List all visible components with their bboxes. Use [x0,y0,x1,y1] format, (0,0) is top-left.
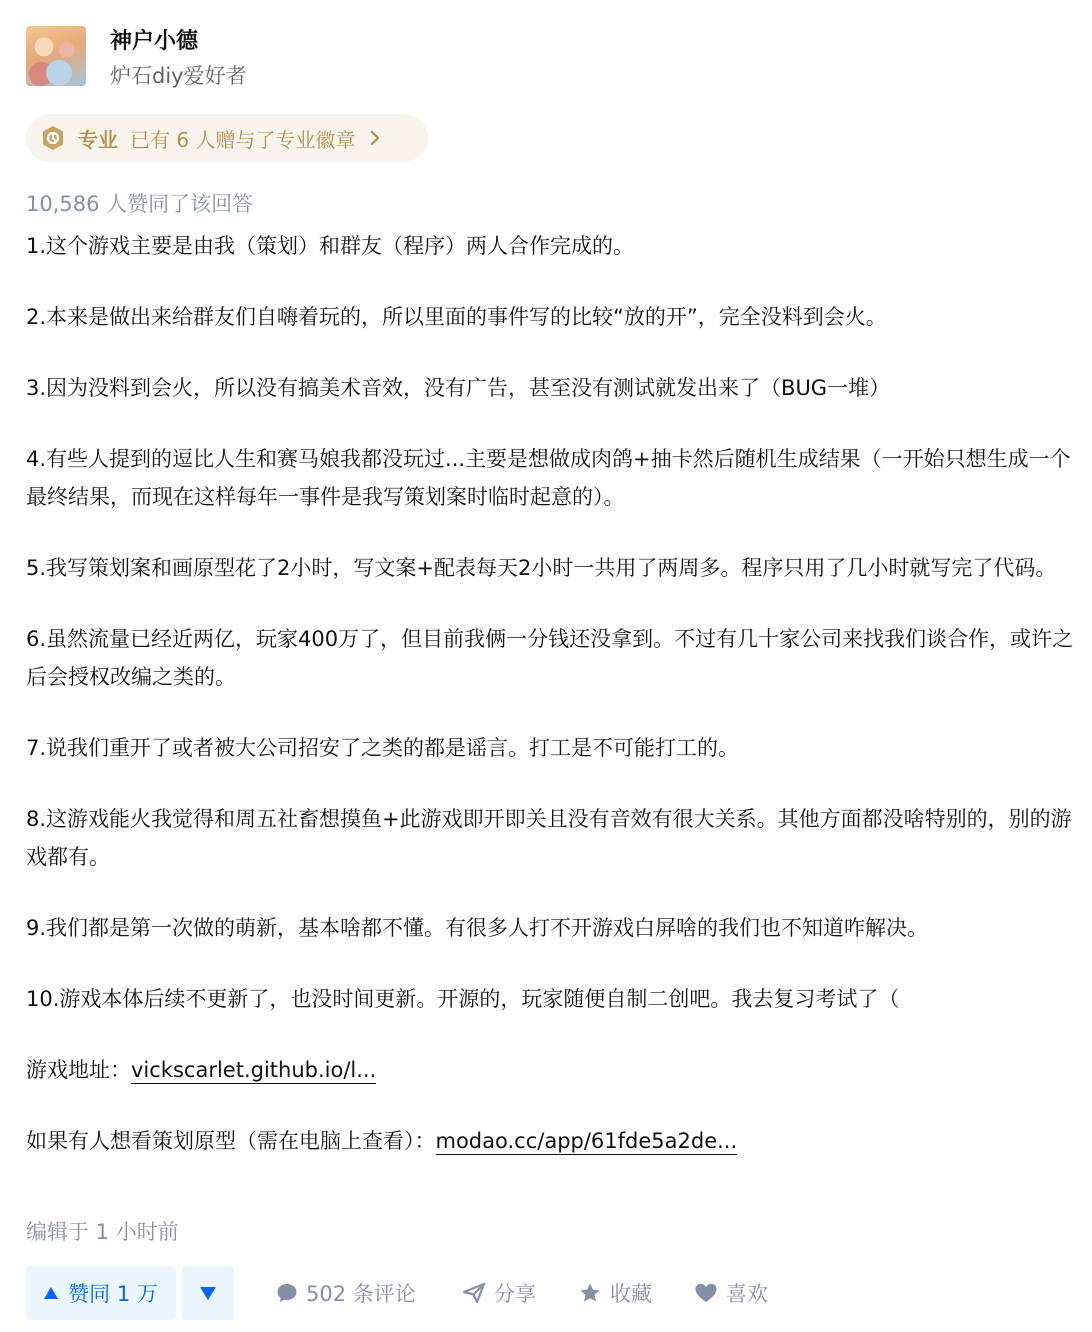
vote-count-summary[interactable]: 10,586 人赞同了该回答 [26,192,254,216]
star-icon [578,1282,602,1304]
paragraph-5: 5.我写策划案和画原型花了2小时，写文案+配表每天2小时一共用了两周多。程序只用了几小时就写完了代码。 [26,556,1057,580]
game-link[interactable]: vickscarlet.github.io/l... [131,1058,377,1082]
prototype-link[interactable]: modao.cc/app/61fde5a2de... [435,1129,738,1153]
author-name[interactable]: 神户小德 [110,29,199,54]
badge-icon [40,125,66,151]
share-button[interactable] [462,1266,536,1320]
paragraph-10: 10.游戏本体后续不更新了，也没时间更新。开源的，玩家随便自制二创吧。我去复习考试了（ [26,987,900,1011]
collect-label: 收藏 [610,1282,652,1306]
downvote-arrow-icon [200,1287,216,1300]
action-bar [26,1266,1076,1320]
share-label: 分享 [494,1282,536,1306]
paragraph-2: 2.本来是做出来给群友们自嗨着玩的，所以里面的事件写的比较“放的开”，完全没料到会火。 [26,305,887,329]
edited-time[interactable]: 编辑于 1 小时前 [26,1220,179,1244]
chevron-right-icon [369,129,381,147]
upvote-label: 赞同 1 万 [68,1282,158,1306]
paragraph-8: 8.这游戏能火我觉得和周五社畜想摸鱼+此游戏即开即关且没有音效有很大关系。其他方面都没啥特别的，别的游戏都有。 [26,807,1072,869]
paragraph-9: 9.我们都是第一次做的萌新，基本啥都不懂。有很多人打不开游戏白屏啥的我们也不知道咋解决。 [26,916,929,940]
comment-button[interactable] [276,1266,416,1320]
comment-label: 502 条评论 [306,1282,416,1306]
game-address [26,1051,1076,1089]
professional-badge[interactable] [26,114,428,162]
share-icon [462,1282,486,1304]
paragraph-7: 7.说我们重开了或者被大公司招安了之类的都是谣言。打工是不可能打工的。 [26,736,740,760]
author-bio: 炉石diy爱好者 [110,64,247,88]
answer-content [26,227,1076,1160]
heart-icon [694,1282,718,1304]
upvote-arrow-icon [44,1287,58,1299]
author-avatar[interactable] [26,26,86,86]
like-button[interactable] [694,1266,768,1320]
like-label: 喜欢 [726,1282,768,1306]
paragraph-1: 1.这个游戏主要是由我（策划）和群友（程序）两人合作完成的。 [26,234,635,258]
prototype-label: 如果有人想看策划原型（需在电脑上查看）： [26,1129,436,1153]
paragraph-4: 4.有些人提到的逗比人生和赛马娘我都没玩过...主要是想做成肉鸽+抽卡然后随机生成结果（一开始只想生成一个最终结果，而现在这样每年一事件是我写策划案时临时起意的）。 [26,447,1071,509]
prototype-address [26,1122,1076,1160]
badge-label: 专业 [78,127,118,152]
downvote-button[interactable] [182,1266,234,1320]
game-address-label: 游戏地址： [26,1058,131,1082]
upvote-button[interactable] [26,1266,176,1320]
paragraph-6: 6.虽然流量已经近两亿，玩家400万了，但目前我俩一分钱还没拿到。不过有几十家公司来找我们谈合作，或许之后会授权改编之类的。 [26,627,1074,689]
paragraph-3: 3.因为没料到会火，所以没有搞美术音效，没有广告，甚至没有测试就发出来了（BUG一堆） [26,376,891,400]
badge-text: 已有 6 人赠与了专业徽章 [130,127,356,152]
collect-button[interactable] [578,1266,652,1320]
comment-icon [276,1282,298,1304]
